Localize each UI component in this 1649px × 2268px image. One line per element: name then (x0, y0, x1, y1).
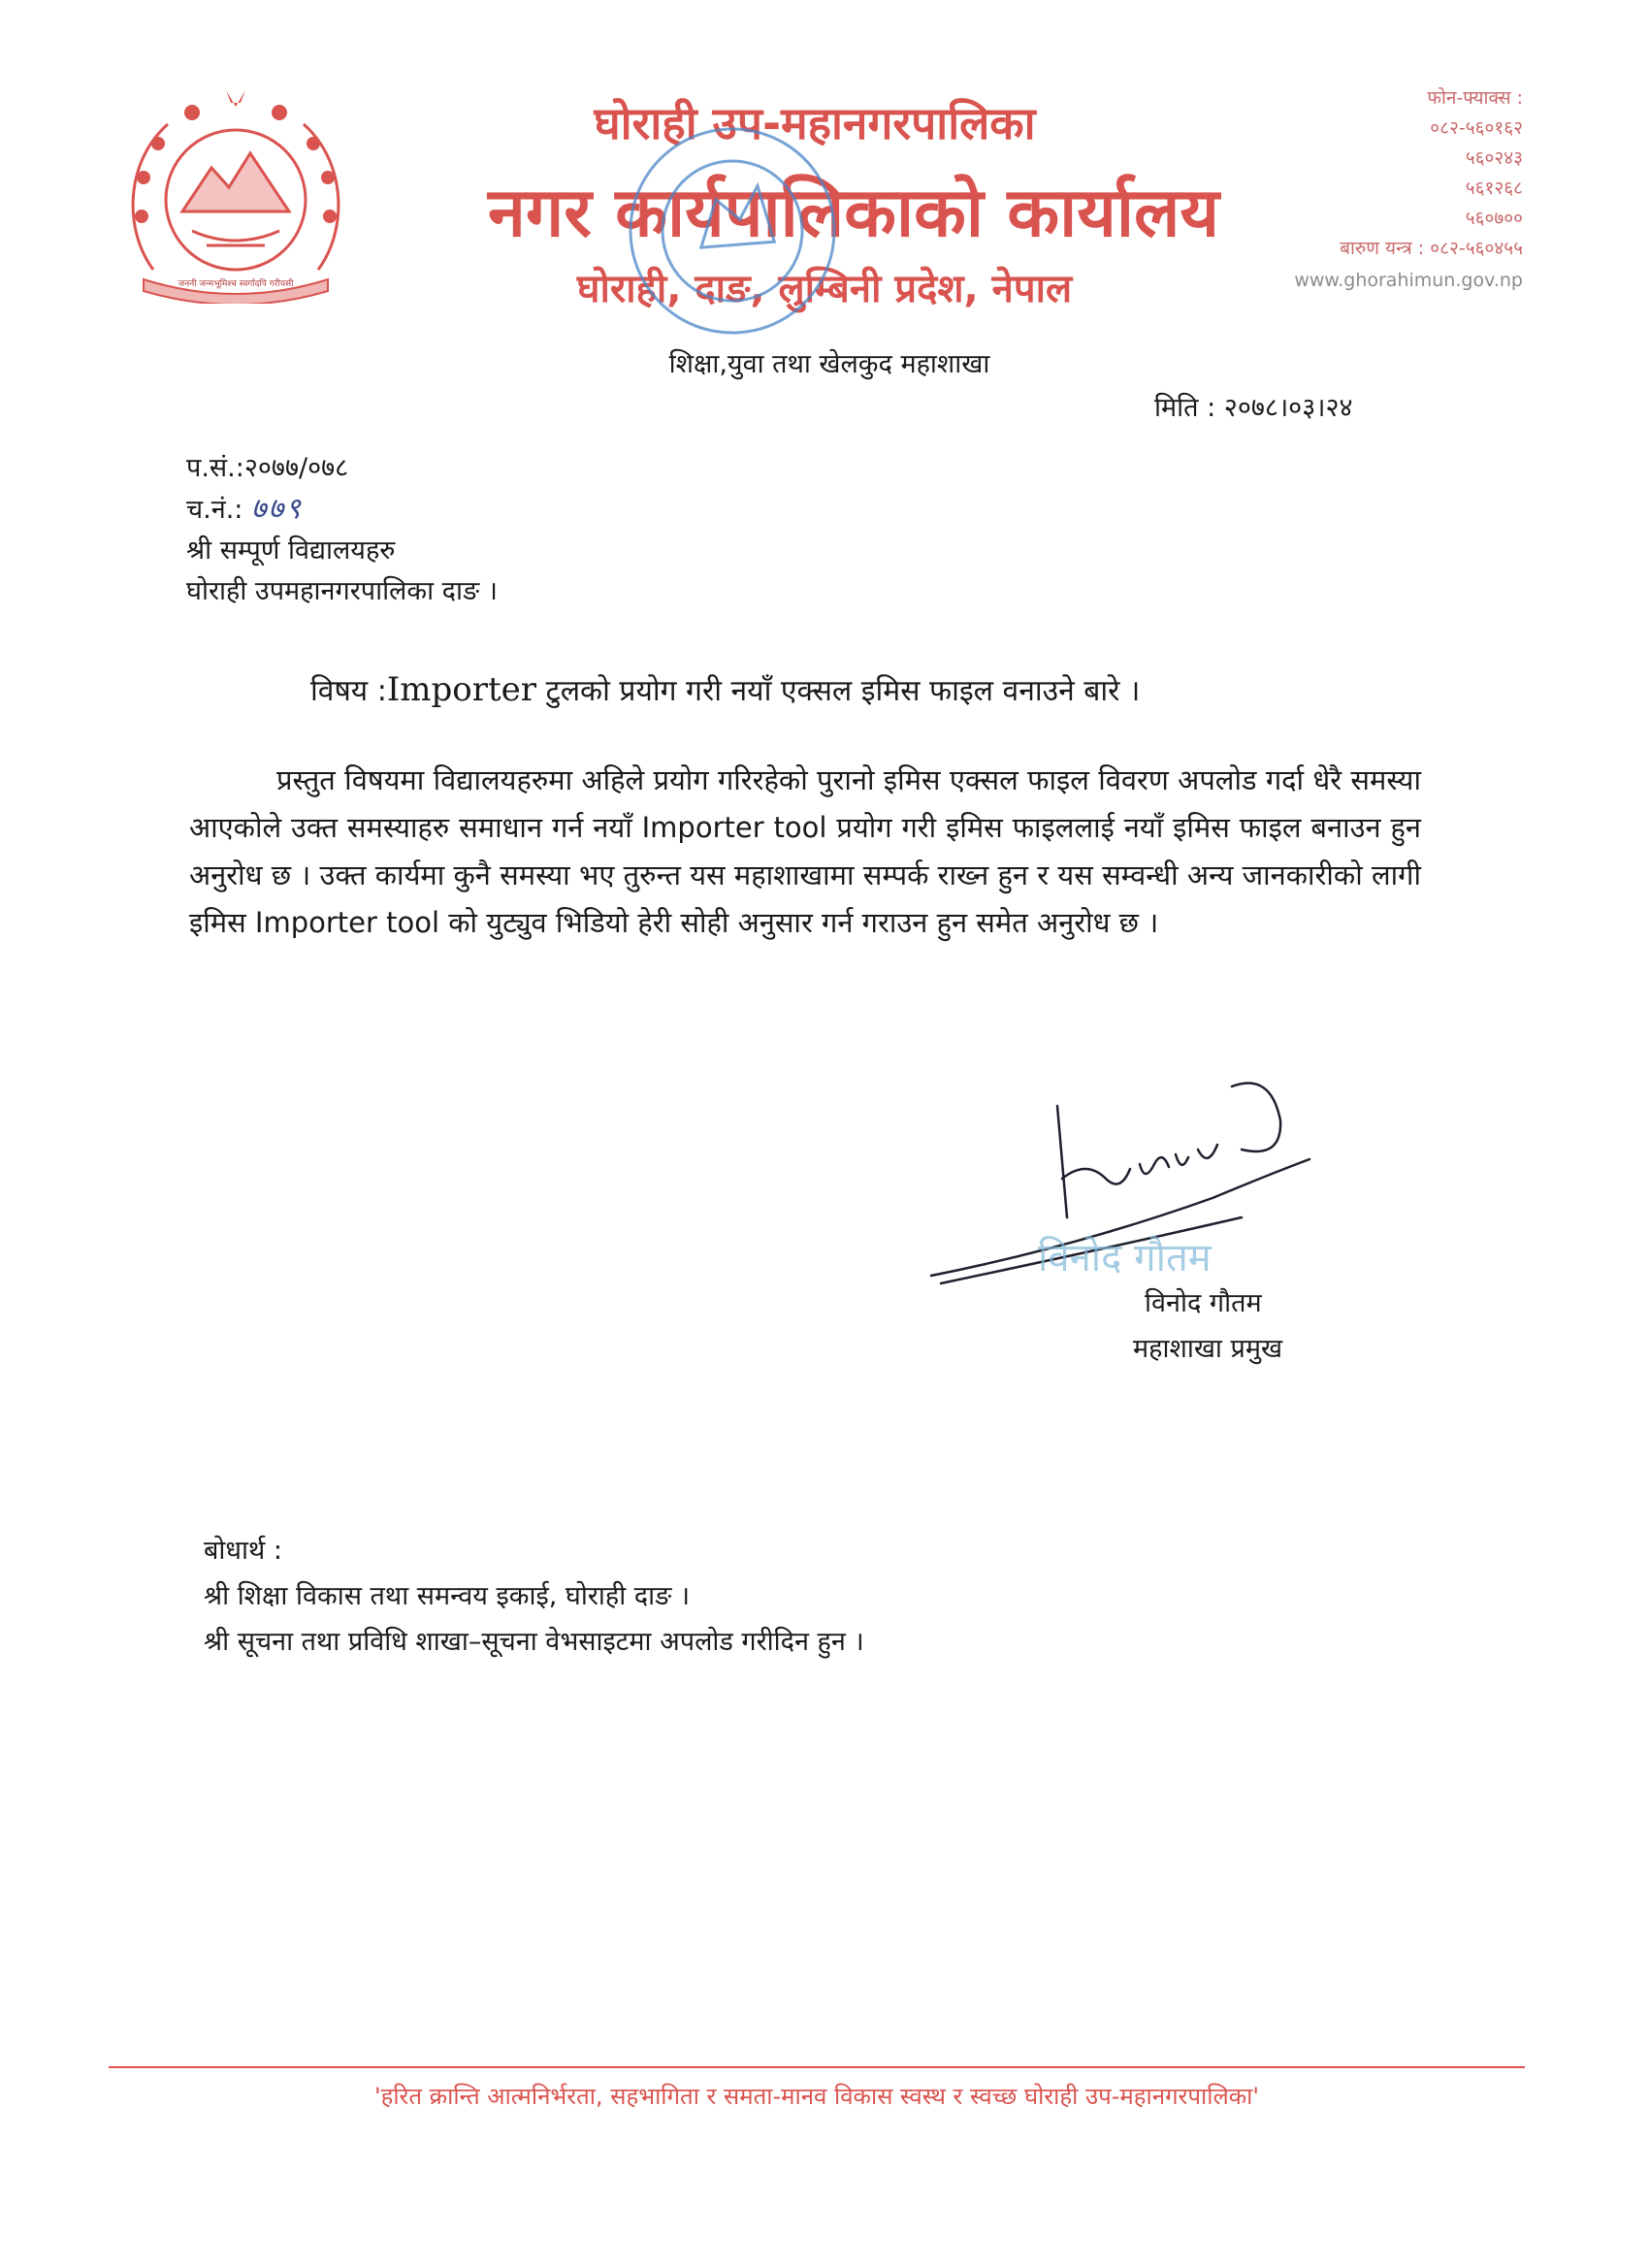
cc-item: श्री सूचना तथा प्रविधि शाखा–सूचना वेभसाइटमा अपलोड गरीदिन हुन । (204, 1627, 864, 1657)
signatory-name: विनोद गौतम (1145, 1288, 1262, 1318)
section-title: शिक्षा,युवा तथा खेलकुद महाशाखा (668, 349, 990, 379)
letter-date: मिति : २०७८।०३।२४ (1154, 393, 1353, 423)
cc-item: श्री शिक्षा विकास तथा समन्वय इकाई, घोराही दाङ । (204, 1581, 691, 1611)
phone-number: ५६०७०० (1465, 208, 1523, 229)
recipient-address: घोराही उपमहानगरपालिका दाङ । (186, 576, 499, 606)
footer-slogan: 'हरित क्रान्ति आत्मनिर्भरता, सहभागिता र समता-मानव विकास स्वस्थ र स्वच्छ घोराही उप-महानगरपालिका' (374, 2083, 1259, 2110)
contact-block (1242, 83, 1523, 296)
signature (922, 1053, 1387, 1305)
office-address: घोराही, दाङ, लुम्बिनी प्रदेश, नेपाल (576, 267, 1073, 311)
phone-number: ५६१२६८ (1465, 178, 1523, 199)
reference-number: प.सं.:२०७७/०७८ (186, 453, 349, 483)
office-seal-stamp-icon (606, 105, 858, 357)
phone-label: फोन-फ्याक्स : (1427, 87, 1523, 109)
office-name: नगर कार्यपालिकाको कार्यालय (487, 173, 1220, 252)
subject-line (310, 669, 1140, 709)
subject-latin: Importer (386, 670, 537, 709)
dispatch-label: च.नं.: (186, 495, 243, 525)
reference-block (186, 448, 498, 612)
nepal-emblem-icon (114, 85, 357, 304)
dispatch-number-row (186, 489, 498, 531)
cc-label: बोधार्थ : (204, 1536, 282, 1566)
subject-text: टुलको प्रयोग गरी नयाँ एक्सल इमिस फाइल वनाउने बारे । (536, 674, 1141, 708)
signature-stamp: विनोद गौतम (1038, 1236, 1212, 1280)
phone-number: ५६०२४३ (1465, 147, 1523, 169)
recipient-line: श्री सम्पूर्ण विद्यालयहरु (186, 535, 396, 566)
phone-number: ०८२-५६०१६२ (1430, 117, 1523, 139)
emblem-caption: जननी जन्मभूमिश्च स्वर्गादपि गरीयसी (178, 279, 294, 289)
dispatch-number: ७७९ (251, 492, 303, 526)
fire-brigade-number: बारुण यन्त्र : ०८२-५६०४५५ (1340, 238, 1523, 259)
subject-prefix: विषय : (310, 674, 387, 708)
cc-block (204, 1528, 864, 1665)
website-link[interactable]: www.ghorahimun.gov.np (1294, 270, 1523, 291)
footer-divider (109, 2066, 1525, 2068)
municipality-name: घोराही उप-महानगरपालिका (594, 97, 1036, 149)
signatory-title: महाशाखा प्रमुख (1133, 1334, 1283, 1364)
letter-body: प्रस्तुत विषयमा विद्यालयहरुमा अहिले प्रयोग गरिरहेको पुरानो इमिस एक्सल फाइल विवरण अपलोड गर्दा धेरै समस्या आएकोले उक्त समस्याहरु समाधान गर्न नयाँ Importer tool प्रयोग गरी इमिस फाइललाई नयाँ इमिस फाइल बनाउन हुन अनुरोध छ । उक्त कार्यमा कुनै समस्या भए तुरुन्त यस महाशाखामा सम्पर्क राख्न हुन र यस सम्वन्धी अन्य जानकारीको लागी इमिस Importer tool को युट्युव भिडियो हेरी सोही अनुसार गर्न गराउन हुन समेत अनुरोध छ । (189, 763, 1421, 939)
